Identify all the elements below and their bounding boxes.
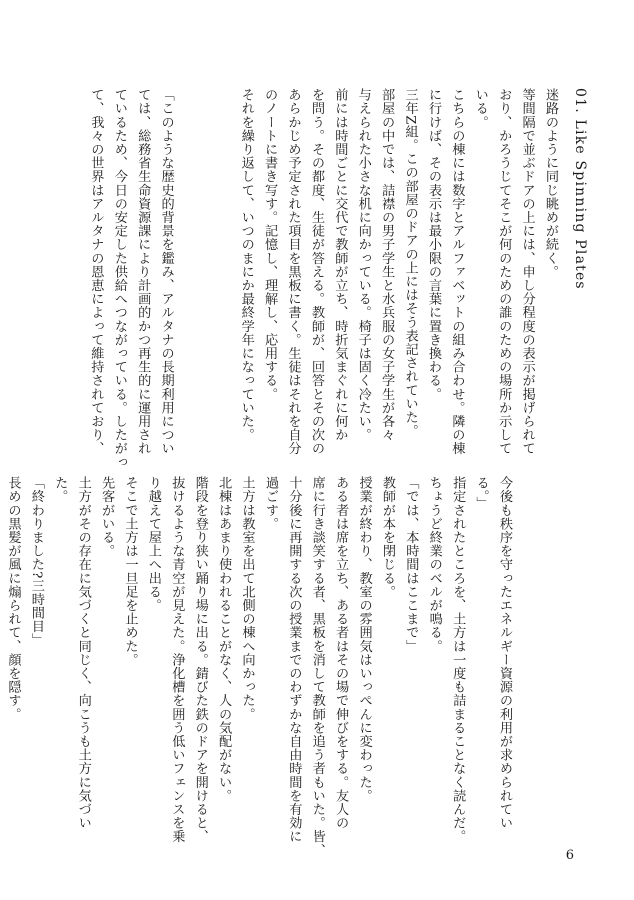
text-line: おり、かろうじてそこが何のための誰のための場所か示して xyxy=(496,88,512,456)
upper-left-text-block xyxy=(84,88,178,469)
chapter-title: 01. Like Spinning Plates xyxy=(572,88,588,290)
text-line: あらかじめ予定された項目を黒板に書く。生徒はそれを自分 xyxy=(285,88,301,456)
text-line: のノートに書き写す。記憶し、理解し、応用する。 xyxy=(262,88,278,401)
text-line: 部屋の中では、詰襟の男子学生と水兵服の女子学生が各々 xyxy=(379,88,395,442)
text-line: 十分後に再開する次の授業までのわずかな自由時間を有効に xyxy=(286,476,302,844)
text-line: 「では、本時間はここまで」 xyxy=(403,476,419,653)
text-line: ているため、今日の安定した供給へつながっている。したがっ xyxy=(111,88,127,469)
text-line: 抜けるような青空が見えた。浄化槽を囲う低いフェンスを乗 xyxy=(169,476,185,844)
text-line: ては、総務省生命資源課により計画的かつ再生的に運用され xyxy=(135,88,151,456)
text-line: 階段を登り狭い踊り場に出る。錆びた鉄のドアを開けると、 xyxy=(192,476,208,844)
text-line: 教師が本を閉じる。 xyxy=(379,476,395,599)
text-line: ちょうど終業のベルが鳴る。 xyxy=(426,476,442,653)
text-line xyxy=(0,476,1,816)
text-line: 今後も秩序を守ったエネルギー資源の利用が求められてい xyxy=(497,476,512,830)
text-line: 迷路のように同じ眺めが続く。 xyxy=(543,88,558,279)
text-line: 指定されたところを、土方は一度も詰まることなく読んだ。 xyxy=(450,476,466,844)
text-line: 「このような歴史的背景を鑑み、アルタナの長期利用につい xyxy=(158,88,174,456)
text-line: た。 xyxy=(52,476,68,504)
text-line: こちらの棟には数字とアルファベットの組み合わせ。隣の棟 xyxy=(449,88,465,456)
text-line: る。」 xyxy=(473,476,489,511)
text-line: 席に行き談笑する者、黒板を消して教師を追う者もいた。皆、 xyxy=(309,476,325,857)
lower-text-block xyxy=(0,476,516,857)
text-line: 前には時間ごとに交代で教師が立ち、時折気まぐれに何か xyxy=(332,88,348,442)
text-line: 授業が終わり、教室の雰囲気はいっぺんに変わった。 xyxy=(356,476,372,803)
text-line: 「終わりました?三時間目」 xyxy=(28,476,44,647)
text-line: そこで土方は一旦足を止めた。 xyxy=(122,476,138,667)
text-line: 土方は教室を出て北側の棟へ向かった。 xyxy=(239,476,255,721)
text-line: 等間隔で並ぶドアの上には、申し分程度の表示が掲げられて xyxy=(519,88,535,456)
text-line: ある者は席を立ち、ある者はその場で伸びをする。友人の xyxy=(333,476,349,830)
page-number: 6 xyxy=(565,848,574,863)
text-line: それを繰り返して、いつのまにか最終学年になっていた。 xyxy=(238,88,254,442)
text-line: 与えられた小さな机に向かっている。椅子は固く冷たい。 xyxy=(355,88,371,442)
text-line: に行けば、その表示は最小限の言葉に置き換わる。 xyxy=(425,88,441,401)
upper-text-block xyxy=(234,88,562,456)
text-line: 過ごす。 xyxy=(262,476,278,531)
text-line: 土方がその存在に気づくと同じく、向こうも土方に気づい xyxy=(75,476,91,830)
text-line: り越えて屋上へ出る。 xyxy=(145,476,161,612)
text-line: 三年Z組。この部屋のドアの上にはそう表記されていた。 xyxy=(402,88,418,438)
text-line: 長めの黒髪が風に煽られて、顔を隠す。 xyxy=(5,476,21,721)
text-line: て、我々の世界はアルタナの恩恵によって維持されており、 xyxy=(88,88,104,456)
text-line: を問う。その都度、生徒が答える。教師が、回答とその次の xyxy=(308,88,324,456)
text-line: 北棟はあまり使われることがなく、人の気配がない。 xyxy=(216,476,232,803)
text-line: いる。 xyxy=(472,88,488,129)
text-line: 先客がいる。 xyxy=(99,476,115,558)
